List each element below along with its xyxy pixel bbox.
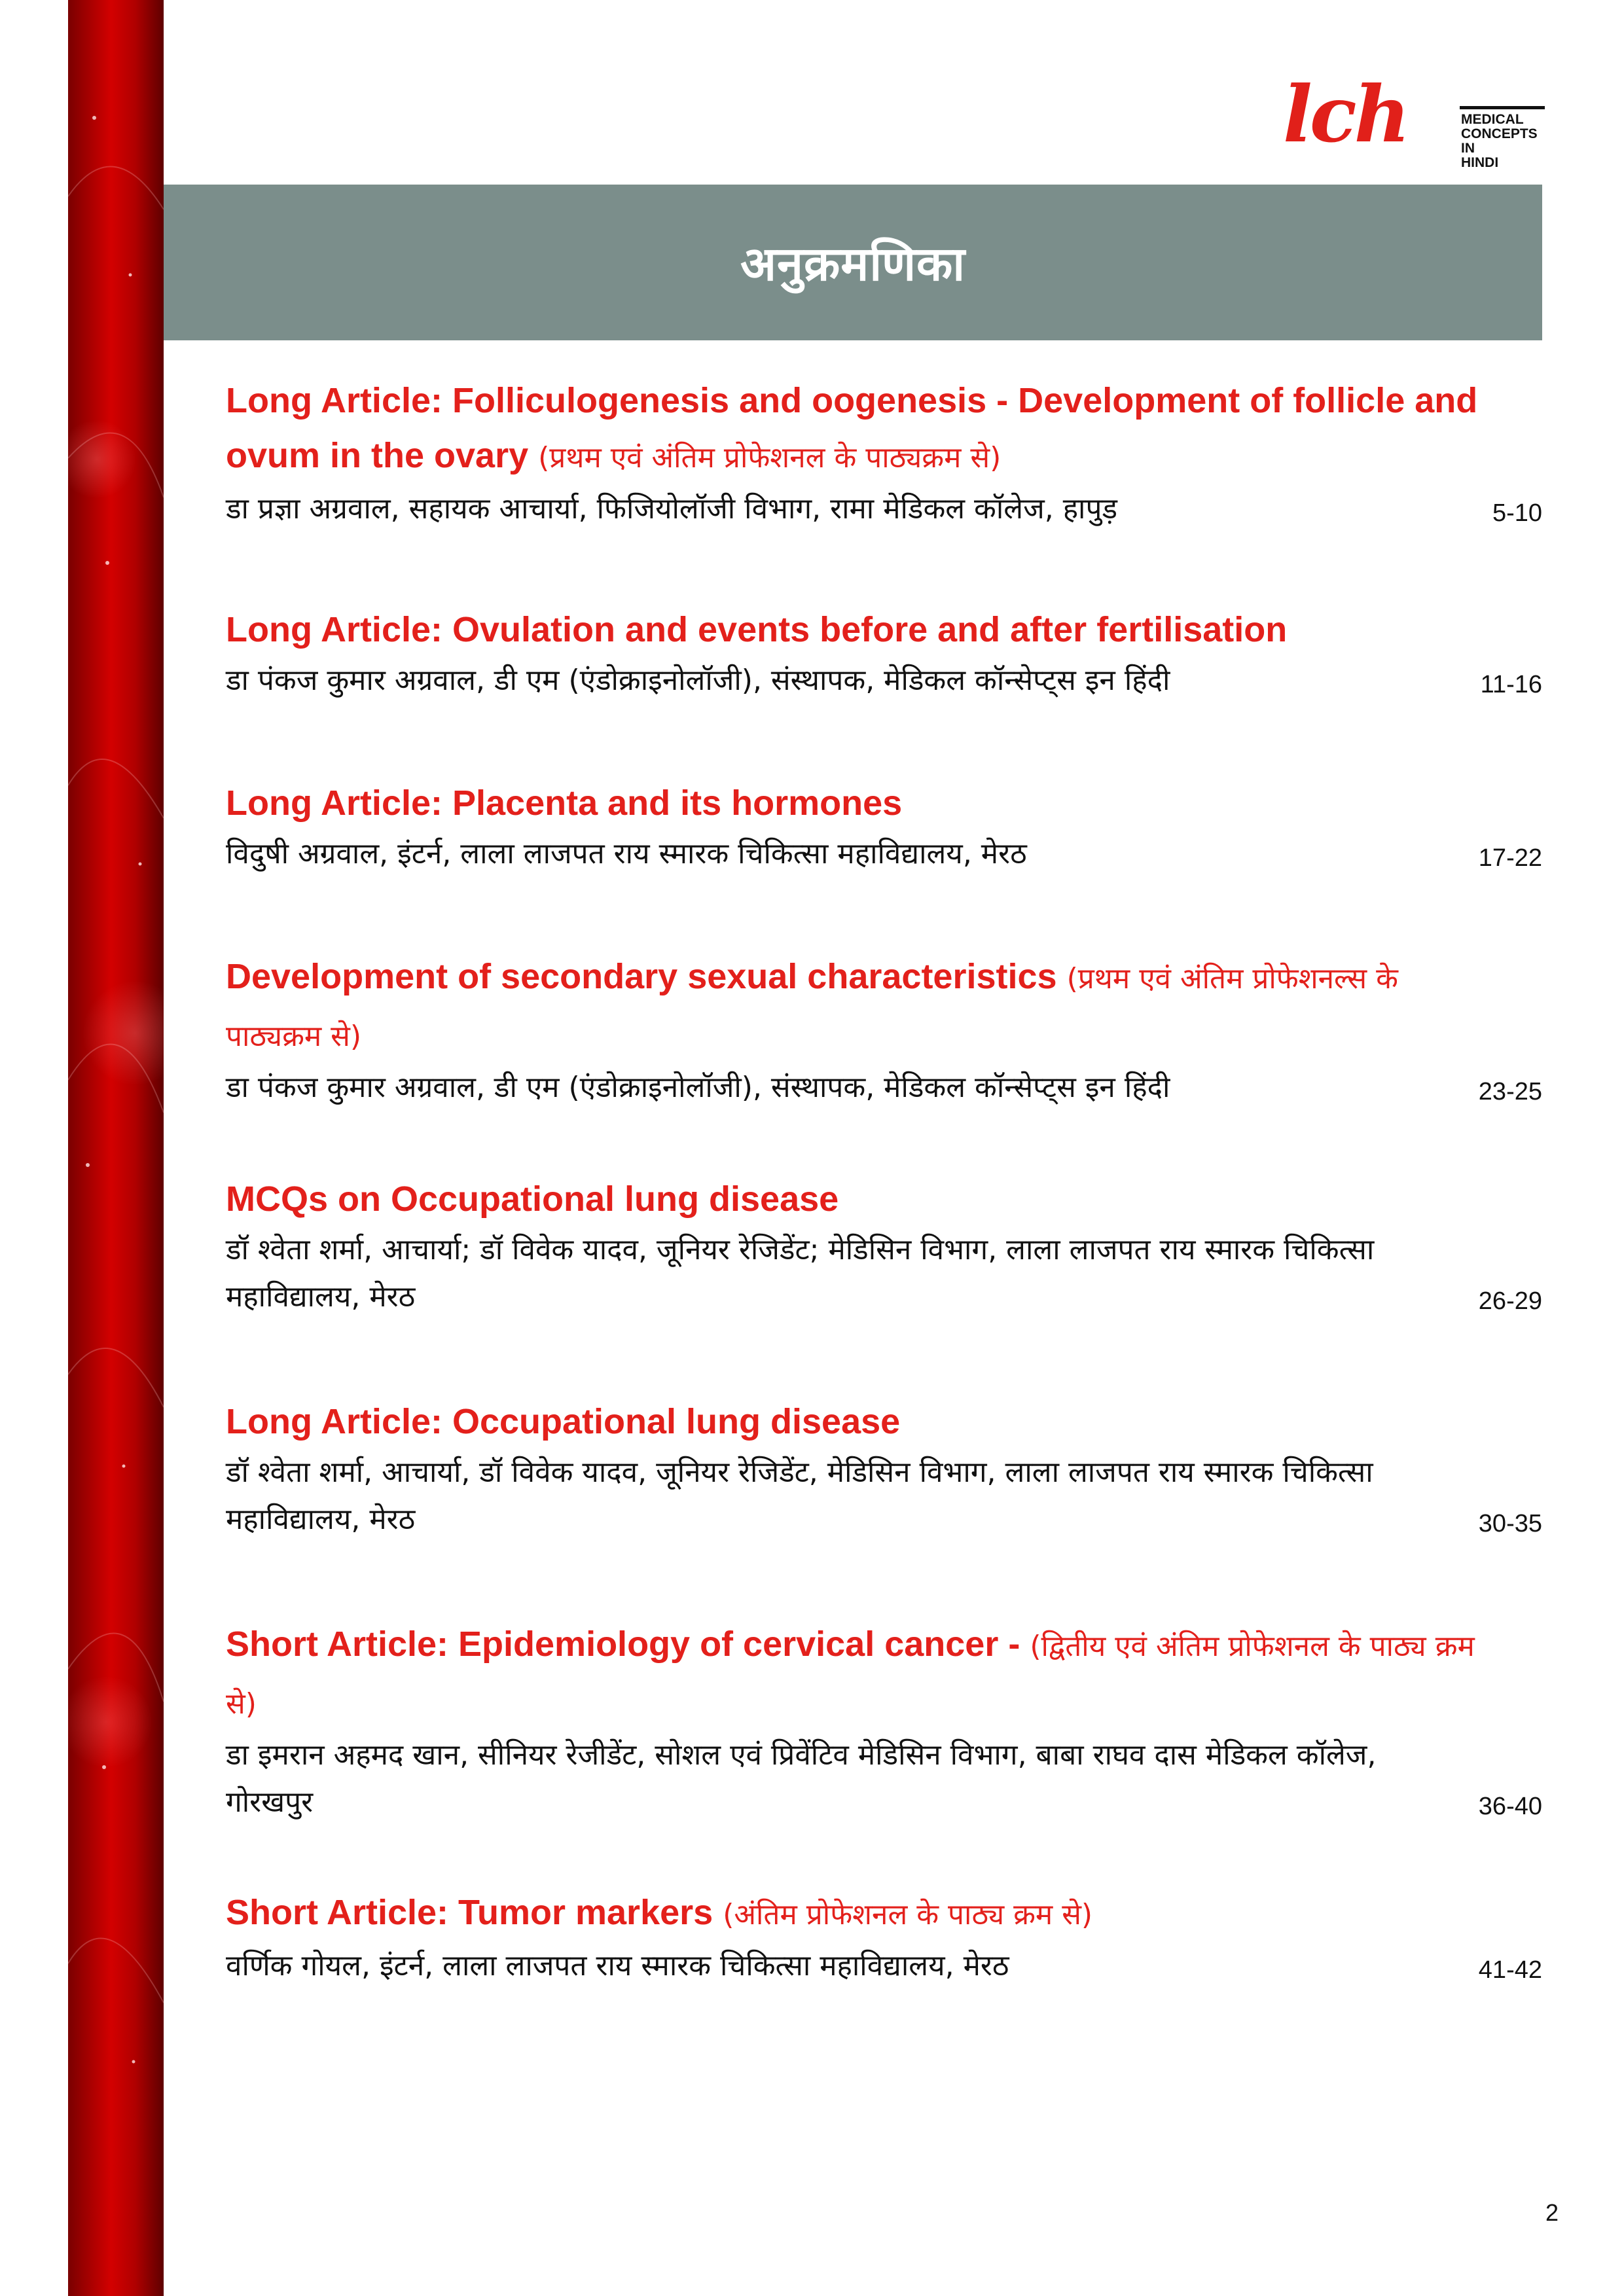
- entry-author: डा इमरान अहमद खान, सीनियर रेजीडेंट, सोशल एवं प्रिवेंटिव मेडिसिन विभाग, बाबा राघव दास मेडिकल कॉलेज, गोरखपुर: [226, 1738, 1377, 1819]
- entry-author: वर्णिक गोयल, इंटर्न, लाला लाजपत राय स्मारक चिकित्सा महाविद्यालय, मेरठ: [226, 1949, 1009, 1982]
- toc-entry: [226, 1617, 1542, 1826]
- entry-title: Long Article: Occupational lung disease: [226, 1402, 901, 1441]
- entry-title: MCQs on Occupational lung disease: [226, 1179, 839, 1219]
- entry-title: Development of secondary sexual characteristics (प्रथम एवं अंतिम प्रोफेशनल्स के पाठ्यक्रम से): [226, 957, 1398, 1053]
- decorative-side-band: [68, 0, 164, 2296]
- entry-subtitle: (प्रथम एवं अंतिम प्रोफेशनल्स के पाठ्यक्रम से): [226, 962, 1398, 1053]
- page-number: 2: [1545, 2199, 1559, 2226]
- toc-entry: [226, 776, 1542, 878]
- entry-author: डा प्रज्ञा अग्रवाल, सहायक आचार्या, फिजियोलॉजी विभाग, रामा मेडिकल कॉलेज, हापुड़: [226, 492, 1117, 526]
- logo-subtitle: MEDICAL CONCEPTS IN HINDI: [1461, 112, 1538, 170]
- entry-title: Long Article: Ovulation and events before and after fertilisation: [226, 610, 1288, 649]
- toc-entry: [226, 1172, 1542, 1321]
- toc-entry: [226, 1885, 1542, 1990]
- logo-mark: lch: [1283, 69, 1408, 160]
- toc-entry: [226, 373, 1542, 533]
- entry-pages: 36-40: [1478, 1793, 1542, 1820]
- entry-pages: 41-42: [1478, 1956, 1542, 1984]
- page-title: अनुक्रमणिका: [740, 236, 965, 291]
- logo-divider: [1460, 106, 1545, 109]
- entry-author: डॉ श्वेता शर्मा, आचार्या, डॉ विवेक यादव, जूनियर रेजिडेंट, मेडिसिन विभाग, लाला लाजपत राय स्मारक चिकित्सा महाविद्यालय, मेरठ: [226, 1456, 1373, 1536]
- entry-subtitle: (अंतिम प्रोफेशनल के पाठ्य क्रम से): [723, 1898, 1093, 1931]
- entry-pages: 11-16: [1480, 671, 1542, 698]
- toc-entry: [226, 602, 1542, 704]
- entry-pages: 26-29: [1478, 1287, 1542, 1315]
- entry-title: Short Article: Tumor markers (अंतिम प्रोफेशनल के पाठ्य क्रम से): [226, 1893, 1093, 1932]
- entry-title: Long Article: Placenta and its hormones: [226, 783, 903, 823]
- logo: [1283, 65, 1545, 170]
- toc-entry: [226, 949, 1542, 1111]
- entry-subtitle: (प्रथम एवं अंतिम प्रोफेशनल के पाठ्यक्रम से): [538, 441, 1001, 475]
- entry-pages: 17-22: [1478, 844, 1542, 872]
- entry-author: डॉ श्वेता शर्मा, आचार्या; डॉ विवेक यादव, जूनियर रेजिडेंट; मेडिसिन विभाग, लाला लाजपत राय स्मारक चिकित्सा महाविद्यालय, मेरठ: [226, 1233, 1375, 1314]
- entry-title: Short Article: Epidemiology of cervical cancer - (द्वितीय एवं अंतिम प्रोफेशनल के पाठ्य क्रम से): [226, 1624, 1475, 1721]
- toc-entry: [226, 1394, 1542, 1543]
- entry-author: विदुषी अग्रवाल, इंटर्न, लाला लाजपत राय स्मारक चिकित्सा महाविद्यालय, मेरठ: [226, 837, 1027, 870]
- side-band-pattern-icon: [68, 0, 164, 2296]
- entry-pages: 23-25: [1478, 1078, 1542, 1105]
- title-band: [164, 185, 1542, 340]
- entry-title: Long Article: Folliculogenesis and oogenesis - Development of follicle and ovum in the ovary (प्रथम एवं अंतिम प्रोफेशनल के पाठ्यक्रम से): [226, 381, 1478, 475]
- entry-author: डा पंकज कुमार अग्रवाल, डी एम (एंडोक्राइनोलॉजी), संस्थापक, मेडिकल कॉन्सेप्ट्स इन हिंदी: [226, 1071, 1170, 1104]
- entry-subtitle: (द्वितीय एवं अंतिम प्रोफेशनल के पाठ्य क्रम से): [226, 1630, 1475, 1721]
- entry-pages: 30-35: [1478, 1510, 1542, 1537]
- entry-author: डा पंकज कुमार अग्रवाल, डी एम (एंडोक्राइनोलॉजी), संस्थापक, मेडिकल कॉन्सेप्ट्स इन हिंदी: [226, 664, 1170, 697]
- entry-pages: 5-10: [1492, 499, 1542, 527]
